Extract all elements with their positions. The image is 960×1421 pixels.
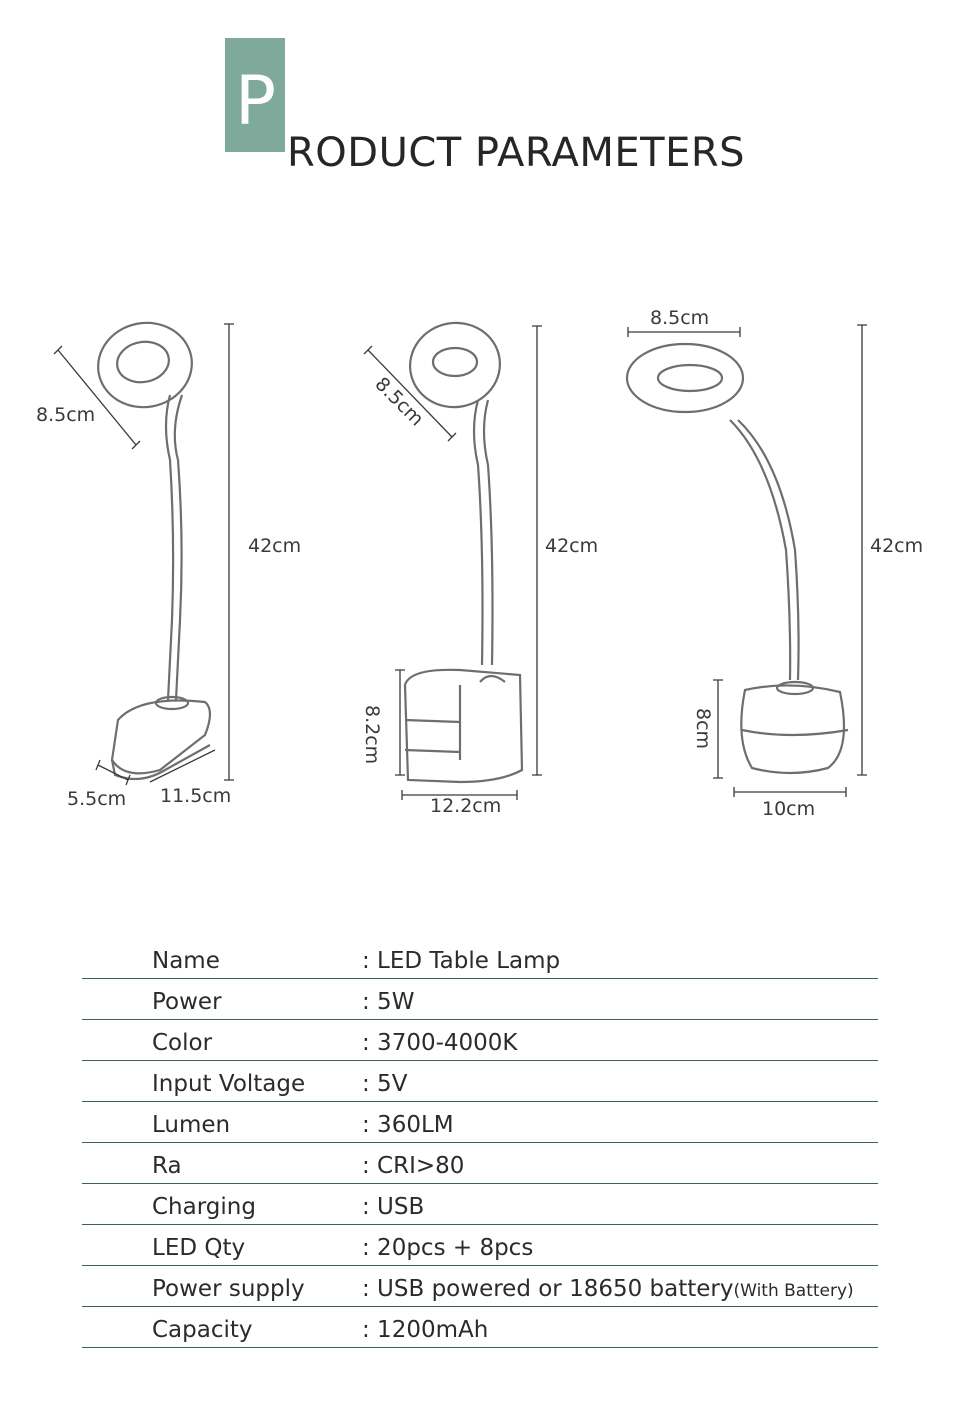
spec-value: : 1200mAh [362,1317,489,1343]
spec-value-with-note [362,1276,854,1302]
spec-row [82,979,878,1020]
spec-row [82,938,878,979]
clip-head-dim: 8.5cm [36,404,96,426]
spec-value: : USB [362,1194,425,1220]
round-base-width-dim: 10cm [762,798,816,820]
clip-height-dim: 42cm [248,535,302,557]
clip-length-dim: 11.5cm [160,785,232,807]
holder-base-height-dim: 8.2cm [361,705,383,765]
spec-row [82,1061,878,1102]
spec-value: : 5V [362,1071,408,1097]
holder-base-width-dim: 12.2cm [430,795,502,817]
spec-row [82,1184,878,1225]
page-title [225,38,765,176]
spec-key: Power supply [152,1276,305,1302]
spec-key: Input Voltage [152,1071,306,1097]
title-text: RODUCT PARAMETERS [287,130,746,176]
spec-row [82,1307,878,1348]
spec-key: Charging [152,1194,256,1220]
spec-value: : 20pcs + 8pcs [362,1235,534,1261]
spec-value: : CRI>80 [362,1153,465,1179]
spec-key: Color [152,1030,213,1056]
spec-key: Name [152,948,220,974]
round-head-dim: 8.5cm [650,307,710,329]
spec-row [82,1143,878,1184]
spec-note: (With Battery) [733,1281,854,1301]
spec-row [82,1020,878,1061]
round-base-height-dim: 8cm [692,708,714,750]
spec-key: Capacity [152,1317,253,1343]
title-initial: P [235,62,277,141]
spec-value: : 5W [362,989,415,1015]
spec-value: : 3700-4000K [362,1030,518,1056]
holder-height-dim: 42cm [545,535,599,557]
spec-row [82,1266,878,1307]
lamp-dimension-figures [0,290,960,850]
spec-key: Ra [152,1153,182,1179]
clip-depth-dim: 5.5cm [67,788,127,810]
spec-value: : 360LM [362,1112,454,1138]
spec-key: LED Qty [152,1235,246,1261]
spec-table [82,938,878,1348]
dimension-labels [0,290,960,850]
spec-key: Lumen [152,1112,231,1138]
title-accent-block [225,38,285,152]
holder-head-dim: 8.5cm [370,372,428,431]
round-height-dim: 42cm [870,535,924,557]
spec-value: : LED Table Lamp [362,948,561,974]
spec-value: : USB powered or 18650 battery [362,1276,734,1302]
spec-key: Power [152,989,222,1015]
spec-row [82,1102,878,1143]
spec-row [82,1225,878,1266]
